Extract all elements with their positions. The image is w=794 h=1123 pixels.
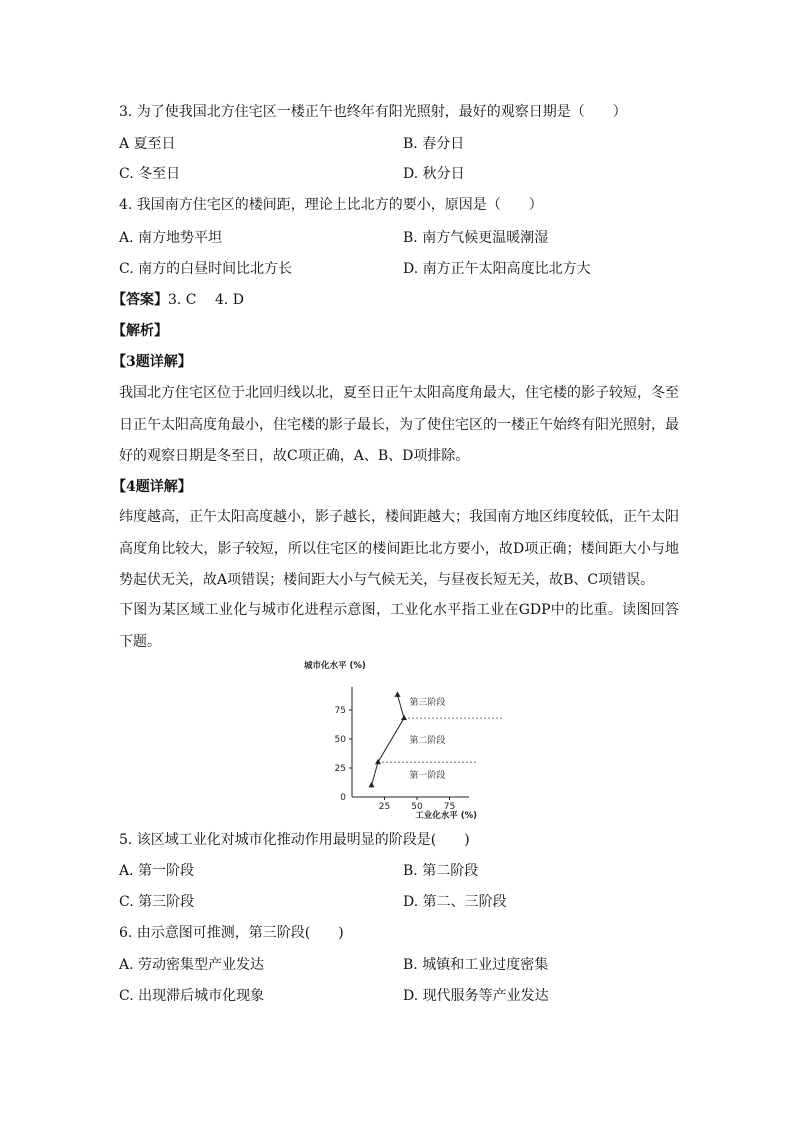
question-4-option-d: D. 南方正午太阳高度比北方大	[403, 261, 591, 277]
x-tick-label: 75	[443, 802, 456, 812]
analysis-q3-label: 【3题详解】	[112, 354, 192, 370]
question-3-stem: 3. 为了使我国北方住宅区一楼正午也终年有阳光照射，最好的观察日期是（ ）	[119, 104, 627, 120]
stage-label-2: 第二阶段	[409, 736, 446, 747]
analysis-q4-label: 【4题详解】	[112, 479, 192, 495]
question-5-option-b: B. 第二阶段	[403, 863, 479, 879]
question-5-option-a: A. 第一阶段	[119, 863, 195, 879]
question-4-stem: 4. 我国南方住宅区的楼间距，理论上比北方的要小，原因是（ ）	[119, 197, 543, 213]
question-3-option-a: A 夏至日	[119, 136, 176, 152]
question-5-option-d: D. 第二、三阶段	[403, 894, 507, 910]
series-line	[372, 695, 405, 785]
question-6-stem: 6. 由示意图可推测，第三阶段( )	[119, 925, 344, 941]
y-tick-label: 50	[334, 735, 346, 745]
y-tick-label: 75	[334, 706, 346, 716]
answer-label: 【答案】	[112, 292, 168, 308]
question-6-option-b: B. 城镇和工业过度密集	[403, 957, 549, 973]
question-5-stem: 5. 该区域工业化对城市化推动作用最明显的阶段是( )	[119, 832, 470, 848]
data-point-marker	[401, 715, 407, 721]
question-3-option-c: C. 冬至日	[119, 166, 181, 182]
question-3-option-d: D. 秋分日	[403, 166, 465, 182]
question-3-option-b: B. 春分日	[403, 136, 465, 152]
chart-svg	[290, 656, 510, 824]
analysis-q3-text: 我国北方住宅区位于北回归线以北，夏至日正午太阳高度角最大，住宅楼的影子较短，冬至日正午太阳高度角最小，住宅楼的影子最长，为了使住宅区的一楼正午始终有阳光照射，最好的观察日期是冬至日，故C项正确，A、B、D项排除。	[119, 385, 679, 464]
urbanization-chart	[290, 656, 510, 824]
question-4-option-b: B. 南方气候更温暖潮湿	[403, 230, 549, 246]
stage-label-1: 第一阶段	[409, 770, 446, 781]
stage-label-3: 第三阶段	[409, 697, 446, 708]
x-tick-label: 50	[411, 802, 423, 812]
question-6-option-c: C. 出现滞后城市化现象	[119, 988, 265, 1004]
answer-text: 3. C 4. D	[168, 292, 245, 308]
analysis-q4-text: 纬度越高，正午太阳高度越小，影子越长，楼间距越大；我国南方地区纬度较低，正午太阳高度角比较大，影子较短，所以住宅区的楼间距比北方要小，故D项正确；楼间距大小与地势起伏无关，故A项错误；楼间距大小与气候无关，与昼夜长短无关，故B、C项错误。	[119, 509, 679, 588]
analysis-label: 【解析】	[112, 323, 168, 339]
origin-label: 0	[340, 793, 346, 803]
question-6-option-d: D. 现代服务等产业发达	[403, 988, 549, 1004]
answer-line	[112, 290, 244, 310]
y-axis-label: 城市化水平 (%)	[304, 661, 366, 671]
figure-intro: 下图为某区域工业化与城市化进程示意图，工业化水平指工业在GDP中的比重。读图回答下题。	[119, 602, 679, 650]
question-6-option-a: A. 劳动密集型产业发达	[119, 957, 265, 973]
data-point-marker	[369, 782, 375, 788]
x-tick-label: 25	[378, 802, 391, 812]
question-5-option-c: C. 第三阶段	[119, 894, 195, 910]
question-4-option-a: A. 南方地势平坦	[119, 230, 223, 246]
x-axis-label: 工业化水平 (%)	[415, 811, 477, 821]
y-tick-label: 25	[334, 764, 346, 774]
data-point-marker	[395, 691, 401, 697]
question-4-option-c: C. 南方的白昼时间比北方长	[119, 261, 293, 277]
